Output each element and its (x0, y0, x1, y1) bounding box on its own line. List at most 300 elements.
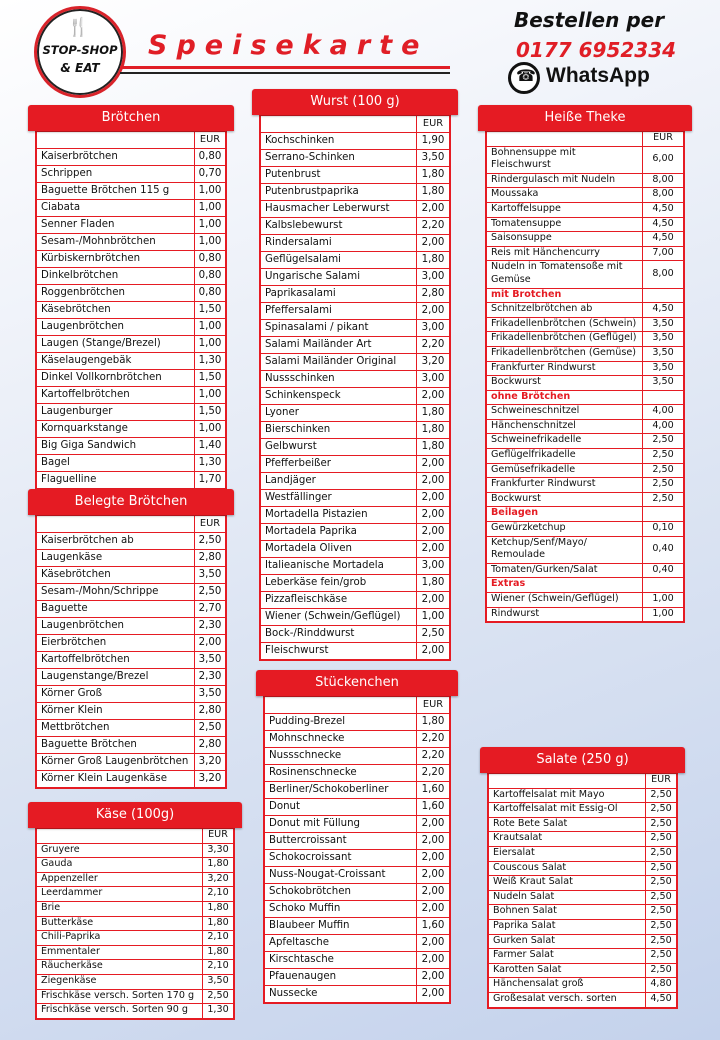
menu-item-row (487, 607, 684, 622)
item-price: 2,50 (643, 434, 684, 449)
item-price: 2,50 (646, 963, 677, 978)
item-price: 2,50 (646, 890, 677, 905)
item-name: Karotten Salat (489, 963, 646, 978)
menu-item-row (265, 748, 450, 765)
item-price: 2,00 (417, 816, 450, 833)
item-name: Rindergulasch mit Nudeln (487, 173, 643, 188)
item-name: Mortadella Pistazien (261, 507, 417, 524)
menu-item-row (37, 771, 226, 788)
item-price: 1,00 (195, 217, 226, 234)
item-name: Lyoner (261, 405, 417, 422)
item-price: 3,00 (417, 558, 450, 575)
item-name: Schnitzelbrötchen ab (487, 303, 643, 318)
item-price: 3,30 (203, 843, 234, 858)
column-header-row (489, 774, 677, 789)
item-price: 6,00 (643, 146, 684, 173)
menu-item-row (261, 201, 450, 218)
item-name: Hänchensalat groß (489, 978, 646, 993)
item-name: Körner Groß Laugenbrötchen (37, 754, 195, 771)
item-price: 1,00 (195, 200, 226, 217)
item-name: Dinkelbrötchen (37, 268, 195, 285)
item-price: 2,00 (417, 969, 450, 986)
section-title: Heiße Theke (478, 105, 692, 131)
item-name: Schweinefrikadelle (487, 434, 643, 449)
menu-item-row (265, 867, 450, 884)
menu-item-row (261, 235, 450, 252)
item-name: Ketchup/Senf/Mayo/ Remoulade (487, 536, 643, 563)
item-price: 2,50 (646, 949, 677, 964)
menu-item-row (261, 592, 450, 609)
item-name: Serrano-Schinken (261, 150, 417, 167)
menu-item-row (37, 438, 226, 455)
menu-item-row (37, 601, 226, 618)
item-price: 2,20 (417, 218, 450, 235)
item-name: Kürbiskernbrötchen (37, 251, 195, 268)
item-name: Baguette Brötchen 115 g (37, 183, 195, 200)
item-name: Tomatensuppe (487, 217, 643, 232)
menu-item-row (487, 536, 684, 563)
item-name: Mettbrötchen (37, 720, 195, 737)
item-name: Krautsalat (489, 832, 646, 847)
currency-header: EUR (195, 516, 226, 533)
title-underline-dark (120, 72, 450, 74)
price-table (260, 115, 450, 660)
item-name: Appenzeller (37, 872, 203, 887)
column-header-row (37, 516, 226, 533)
item-price: 1,30 (195, 455, 226, 472)
currency-header: EUR (646, 774, 677, 789)
menu-item-row (261, 524, 450, 541)
item-name: Westfällinger (261, 490, 417, 507)
item-name: Pudding-Brezel (265, 714, 417, 731)
item-price: 2,00 (417, 850, 450, 867)
menu-item-row (261, 609, 450, 626)
item-name: Körner Klein (37, 703, 195, 720)
section-salate (480, 747, 685, 1009)
item-name: Apfeltasche (265, 935, 417, 952)
menu-item-row (265, 833, 450, 850)
cutlery-icon: 🍴 (67, 17, 90, 38)
column-header-blank (37, 132, 195, 149)
item-name: Tomaten/Gurken/Salat (487, 563, 643, 578)
menu-item-row (489, 788, 677, 803)
item-price: 4,50 (643, 217, 684, 232)
item-price: 2,80 (195, 703, 226, 720)
item-price: 1,00 (643, 593, 684, 608)
item-price: 2,30 (195, 669, 226, 686)
item-price: 2,00 (417, 643, 450, 660)
item-name: Räucherkäse (37, 960, 203, 975)
item-name: Eiersalat (489, 846, 646, 861)
item-price: 1,00 (417, 609, 450, 626)
category-label: mit Brotchen (487, 288, 643, 303)
item-price: 2,50 (646, 919, 677, 934)
item-price: 3,50 (643, 361, 684, 376)
item-price: 2,00 (195, 635, 226, 652)
item-price: 3,20 (417, 354, 450, 371)
category-row (487, 390, 684, 405)
item-name: Rindersalami (261, 235, 417, 252)
item-price: 3,50 (195, 652, 226, 669)
item-name: Kaiserbrötchen (37, 149, 195, 166)
menu-item-row (487, 419, 684, 434)
menu-item-row (489, 832, 677, 847)
whatsapp-icon[interactable] (508, 62, 540, 94)
item-price: 2,50 (195, 533, 226, 550)
menu-item-row (37, 370, 226, 387)
menu-item-row (487, 492, 684, 507)
menu-item-row (487, 449, 684, 464)
menu-item-row (487, 332, 684, 347)
item-price: 3,00 (417, 320, 450, 337)
item-price: 2,00 (417, 833, 450, 850)
item-price: 2,50 (646, 876, 677, 891)
category-blank (643, 507, 684, 522)
item-name: Körner Groß (37, 686, 195, 703)
menu-item-row (37, 166, 226, 183)
item-price: 3,50 (195, 686, 226, 703)
item-price: 1,90 (417, 133, 450, 150)
item-name: Hausmacher Leberwurst (261, 201, 417, 218)
price-table (36, 515, 226, 788)
column-header-blank (265, 697, 417, 714)
item-price: 1,00 (195, 387, 226, 404)
menu-item-row (37, 421, 226, 438)
menu-item-row (487, 346, 684, 361)
item-price: 2,50 (195, 720, 226, 737)
item-price: 2,50 (646, 788, 677, 803)
item-name: Big Giga Sandwich (37, 438, 195, 455)
column-header-row (261, 116, 450, 133)
item-name: Laugenkäse (37, 550, 195, 567)
item-name: Laugenbrötchen (37, 618, 195, 635)
item-name: Nussschinken (261, 371, 417, 388)
menu-item-row (489, 949, 677, 964)
menu-item-row (37, 703, 226, 720)
item-price: 2,50 (643, 463, 684, 478)
item-name: Rote Bete Salat (489, 817, 646, 832)
item-name: Sesam-/Mohn/Schrippe (37, 584, 195, 601)
item-price: 2,00 (417, 524, 450, 541)
item-name: Donut (265, 799, 417, 816)
item-name: Gelbwurst (261, 439, 417, 456)
price-table (264, 696, 450, 1003)
item-name: Bohnen Salat (489, 905, 646, 920)
item-name: Laugenstange/Brezel (37, 669, 195, 686)
item-price: 0,40 (643, 563, 684, 578)
item-price: 1,80 (203, 901, 234, 916)
item-price: 2,80 (195, 550, 226, 567)
menu-item-row (37, 669, 226, 686)
menu-item-row (37, 234, 226, 251)
item-name: Spinasalami / pikant (261, 320, 417, 337)
menu-item-row (37, 550, 226, 567)
menu-item-row (489, 861, 677, 876)
item-price: 0,80 (195, 268, 226, 285)
menu-item-row (37, 931, 234, 946)
menu-item-row (37, 455, 226, 472)
item-price: 2,50 (417, 626, 450, 643)
menu-item-row (261, 167, 450, 184)
item-price: 4,00 (643, 419, 684, 434)
item-name: Rindwurst (487, 607, 643, 622)
item-price: 2,80 (195, 737, 226, 754)
item-price: 3,20 (195, 771, 226, 788)
item-price: 8,00 (643, 173, 684, 188)
menu-item-row (37, 336, 226, 353)
item-price: 2,00 (417, 592, 450, 609)
item-price: 2,50 (203, 989, 234, 1004)
menu-item-row (261, 541, 450, 558)
item-name: Rosinenschnecke (265, 765, 417, 782)
menu-item-row (261, 456, 450, 473)
section-stueckenchen (256, 670, 458, 1004)
item-name: Pfauenaugen (265, 969, 417, 986)
page-title: Speisekarte (148, 30, 429, 61)
menu-item-row (261, 490, 450, 507)
item-price: 3,50 (643, 317, 684, 332)
item-price: 2,10 (203, 931, 234, 946)
item-name: Bock-/Rinddwurst (261, 626, 417, 643)
menu-item-row (261, 269, 450, 286)
menu-item-row (261, 218, 450, 235)
item-name: Bockwurst (487, 492, 643, 507)
item-price: 2,50 (646, 846, 677, 861)
item-name: Brie (37, 901, 203, 916)
menu-item-row (37, 720, 226, 737)
menu-item-row (37, 472, 226, 489)
menu-item-row (265, 918, 450, 935)
item-name: Eierbrötchen (37, 635, 195, 652)
menu-item-row (265, 884, 450, 901)
column-header-blank (37, 516, 195, 533)
item-name: Geflügelsalami (261, 252, 417, 269)
item-name: Laugen (Stange/Brezel) (37, 336, 195, 353)
item-price: 1,30 (195, 353, 226, 370)
item-price: 1,80 (203, 945, 234, 960)
item-price: 2,00 (417, 235, 450, 252)
item-name: Leerdammer (37, 887, 203, 902)
menu-item-row (487, 376, 684, 391)
item-name: Salami Mailänder Art (261, 337, 417, 354)
item-name: Kartoffelbrötchen (37, 652, 195, 669)
menu-item-row (487, 232, 684, 247)
section-wurst (252, 89, 458, 661)
item-name: Putenbrustpaprika (261, 184, 417, 201)
item-name: Schinkenspeck (261, 388, 417, 405)
category-label: ohne Brötchen (487, 390, 643, 405)
item-name: Blaubeer Muffin (265, 918, 417, 935)
currency-header: EUR (417, 697, 450, 714)
menu-item-row (37, 285, 226, 302)
section-title: Belegte Brötchen (28, 489, 234, 515)
item-name: Bohnensuppe mit Fleischwurst (487, 146, 643, 173)
item-name: Saisonsuppe (487, 232, 643, 247)
item-price: 3,50 (417, 150, 450, 167)
item-price: 1,00 (195, 319, 226, 336)
item-price: 0,80 (195, 285, 226, 302)
item-name: Fleischwurst (261, 643, 417, 660)
item-name: Donut mit Füllung (265, 816, 417, 833)
menu-item-row (487, 217, 684, 232)
item-price: 2,50 (646, 803, 677, 818)
item-name: Laugenburger (37, 404, 195, 421)
item-price: 2,00 (417, 490, 450, 507)
item-name: Frischkäse versch. Sorten 90 g (37, 1004, 203, 1019)
item-name: Nudeln Salat (489, 890, 646, 905)
menu-item-row (261, 371, 450, 388)
item-price: 0,70 (195, 166, 226, 183)
menu-item-row (261, 626, 450, 643)
item-name: Gemüsefrikadelle (487, 463, 643, 478)
item-name: Mortadela Oliven (261, 541, 417, 558)
menu-item-row (261, 643, 450, 660)
section-belegte-broetchen (28, 489, 234, 789)
item-name: Ciabata (37, 200, 195, 217)
item-price: 2,00 (417, 935, 450, 952)
item-name: Frankfurter Rindwurst (487, 478, 643, 493)
menu-item-row (37, 872, 234, 887)
item-price: 8,00 (643, 188, 684, 203)
category-label: Beilagen (487, 507, 643, 522)
menu-item-row (265, 935, 450, 952)
item-name: Bagel (37, 455, 195, 472)
item-name: Roggenbrötchen (37, 285, 195, 302)
menu-item-row (37, 887, 234, 902)
item-name: Frikadellenbrötchen (Gemüse) (487, 346, 643, 361)
item-price: 1,50 (195, 404, 226, 421)
menu-item-row (487, 261, 684, 288)
order-label: Bestellen per (514, 8, 665, 32)
menu-item-row (37, 567, 226, 584)
item-price: 1,80 (203, 858, 234, 873)
menu-item-row (487, 188, 684, 203)
menu-item-row (37, 858, 234, 873)
menu-item-row (261, 184, 450, 201)
item-name: Dinkel Vollkornbrötchen (37, 370, 195, 387)
column-header-row (265, 697, 450, 714)
menu-item-row (487, 303, 684, 318)
column-header-row (37, 829, 234, 844)
item-price: 1,50 (195, 302, 226, 319)
menu-item-row (261, 252, 450, 269)
menu-item-row (37, 635, 226, 652)
item-price: 2,20 (417, 748, 450, 765)
menu-item-row (261, 388, 450, 405)
item-name: Senner Fladen (37, 217, 195, 234)
item-name: Mortadela Paprika (261, 524, 417, 541)
item-name: Hänchenschnitzel (487, 419, 643, 434)
item-price: 2,50 (195, 584, 226, 601)
item-name: Frischkäse versch. Sorten 170 g (37, 989, 203, 1004)
item-name: Nuss-Nougat-Croissant (265, 867, 417, 884)
item-price: 2,70 (195, 601, 226, 618)
menu-item-row (265, 782, 450, 799)
item-price: 2,50 (643, 492, 684, 507)
menu-item-row (487, 173, 684, 188)
currency-header: EUR (643, 132, 684, 147)
item-name: Sesam-/Mohnbrötchen (37, 234, 195, 251)
column-header-blank (37, 829, 203, 844)
menu-item-row (261, 320, 450, 337)
item-name: Flaguelline (37, 472, 195, 489)
item-price: 4,50 (643, 303, 684, 318)
menu-item-row (261, 133, 450, 150)
whatsapp-label[interactable]: WhatsApp (546, 64, 650, 87)
logo (34, 6, 126, 98)
item-price: 2,50 (646, 832, 677, 847)
item-price: 1,50 (195, 370, 226, 387)
item-price: 1,80 (417, 405, 450, 422)
item-name: Pizzafleischkäse (261, 592, 417, 609)
item-price: 1,80 (203, 916, 234, 931)
order-phone[interactable]: 0177 6952334 (516, 38, 677, 62)
menu-item-row (37, 1004, 234, 1019)
item-name: Schokobrötchen (265, 884, 417, 901)
category-row (487, 578, 684, 593)
menu-item-row (265, 850, 450, 867)
item-price: 1,60 (417, 799, 450, 816)
item-price: 1,00 (195, 421, 226, 438)
item-name: Weiß Kraut Salat (489, 876, 646, 891)
item-name: Pfefferbeißer (261, 456, 417, 473)
menu-item-row (37, 251, 226, 268)
logo-line2: & EAT (60, 61, 100, 75)
item-name: Baguette Brötchen (37, 737, 195, 754)
menu-item-row (37, 945, 234, 960)
menu-item-row (489, 978, 677, 993)
item-price: 3,20 (195, 754, 226, 771)
menu-item-row (37, 843, 234, 858)
item-price: 8,00 (643, 261, 684, 288)
menu-item-row (37, 200, 226, 217)
menu-item-row (37, 319, 226, 336)
menu-item-row (487, 434, 684, 449)
item-price: 4,50 (643, 232, 684, 247)
menu-item-row (261, 405, 450, 422)
item-price: 2,80 (417, 286, 450, 303)
menu-item-row (37, 302, 226, 319)
menu-item-row (37, 737, 226, 754)
menu-item-row (37, 533, 226, 550)
menu-item-row (37, 404, 226, 421)
menu-item-row (261, 507, 450, 524)
item-price: 1,60 (417, 918, 450, 935)
currency-header: EUR (203, 829, 234, 844)
menu-item-row (489, 934, 677, 949)
item-price: 2,50 (643, 478, 684, 493)
item-price: 2,10 (203, 887, 234, 902)
menu-item-row (261, 575, 450, 592)
item-name: Gruyere (37, 843, 203, 858)
item-name: Kirschtasche (265, 952, 417, 969)
menu-item-row (487, 593, 684, 608)
item-name: Käsebrötchen (37, 302, 195, 319)
menu-item-row (37, 584, 226, 601)
item-name: Nussschnecke (265, 748, 417, 765)
menu-item-row (265, 731, 450, 748)
item-price: 1,80 (417, 167, 450, 184)
item-name: Nussecke (265, 986, 417, 1003)
item-price: 2,50 (646, 861, 677, 876)
item-name: Nudeln in Tomatensoße mit Gemüse (487, 261, 643, 288)
menu-item-row (261, 422, 450, 439)
section-title: Salate (250 g) (480, 747, 685, 773)
item-name: Kartoffelbrötchen (37, 387, 195, 404)
menu-item-row (261, 150, 450, 167)
item-name: Paprikasalami (261, 286, 417, 303)
item-name: Emmentaler (37, 945, 203, 960)
